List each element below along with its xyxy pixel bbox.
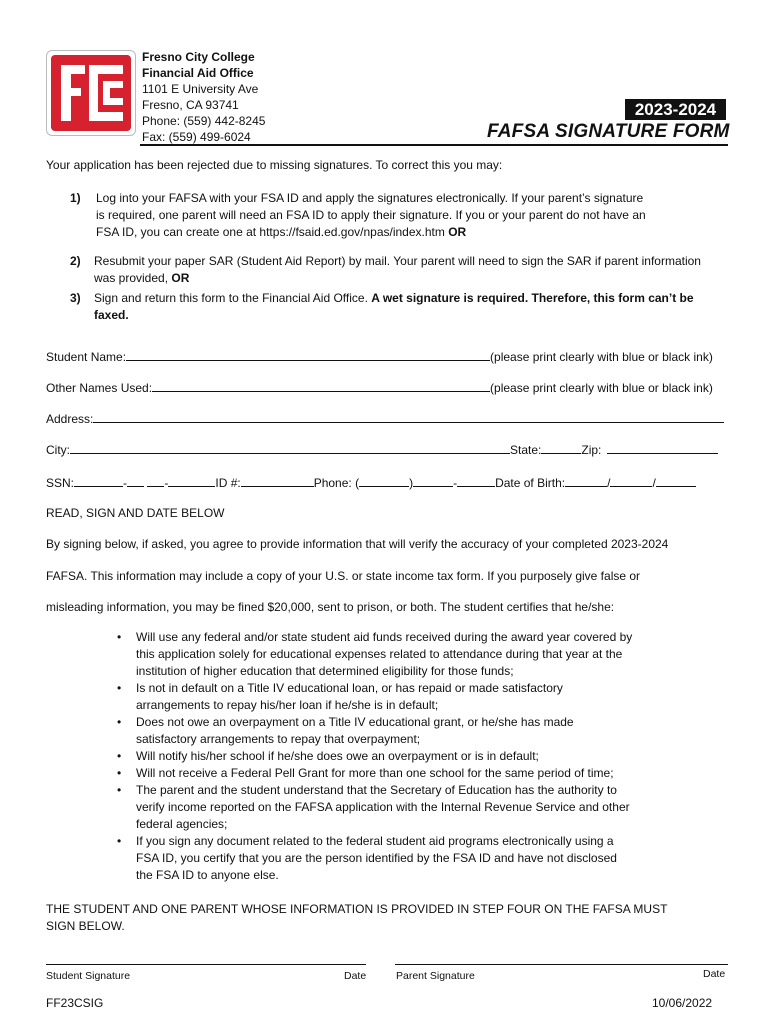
option-3-faxed: faxed.: [94, 308, 129, 322]
dob-day[interactable]: [610, 474, 652, 487]
ssn-part-4[interactable]: [168, 474, 215, 487]
step-four-line: THE STUDENT AND ONE PARENT WHOSE INFORMATION IS PROVIDED IN STEP FOUR ON THE FAFSA MUST: [46, 902, 668, 916]
college-name: Fresno City College: [142, 50, 255, 64]
option-3-number: 3): [70, 291, 81, 305]
bullet-line: FSA ID, you certify that you are the person identified by the FSA ID and have not disclosed: [136, 851, 617, 865]
list-item: [136, 680, 676, 714]
other-names-row: [46, 379, 713, 396]
office-name: Financial Aid Office: [142, 66, 254, 80]
intro-text: Your application has been rejected due to missing signatures. To correct this you may:: [46, 158, 503, 172]
id-input[interactable]: [241, 474, 314, 487]
student-name-row: [46, 348, 713, 365]
bullet-line: • Does not owe an overpayment on a Title IV educational grant, or he/she has made: [136, 715, 574, 729]
list-item: [136, 629, 676, 680]
bullet-line: • The parent and the student understand that the Secretary of Education has the authority to: [136, 783, 617, 797]
phone-prefix[interactable]: [413, 474, 453, 487]
bullet-line: this application solely for educational expenses related to attendance during that year at the: [136, 647, 623, 661]
option-1-line: [96, 224, 736, 241]
bullet-line: federal agencies;: [136, 817, 228, 831]
title-divider: [140, 144, 728, 146]
zip-label: Zip:: [581, 443, 602, 457]
bullet-line: verify income reported on the FAFSA application with the Internal Revenue Service and other: [136, 800, 630, 814]
certification-list: [136, 629, 676, 884]
bullet-line: • Is not in default on a Title IV educational loan, or has repaid or made satisfactory: [136, 681, 563, 695]
option-3-wet-signature: A wet signature is required. Therefore, this form can’t be: [371, 291, 694, 305]
bullet-line: • Will not receive a Federal Pell Grant for more than one school for the same period of time;: [136, 766, 614, 780]
form-title: FAFSA SIGNATURE FORM: [487, 121, 730, 142]
address-input[interactable]: [93, 410, 724, 423]
certify-line: misleading information, you may be fined $20,000, sent to prison, or both. The student certifies that he/she:: [46, 600, 615, 614]
office-phone: Phone: (559) 442-8245: [142, 114, 266, 128]
city-input[interactable]: [70, 441, 510, 454]
bullet-line: the FSA ID to anyone else.: [136, 868, 279, 882]
list-item: [136, 748, 676, 765]
phone-line[interactable]: [457, 474, 495, 487]
id-label: ID #:: [215, 476, 241, 490]
option-1-line: is required, one parent will need an FSA ID to apply their signature. If you or your parent do not have an: [96, 208, 646, 222]
ssn-label: SSN:: [46, 476, 75, 490]
bullet-line: • Will use any federal and/or state student aid funds received during the award year covered by: [136, 630, 633, 644]
phone-label: Phone: (: [313, 476, 360, 490]
parent-date-label: Date: [703, 968, 726, 980]
option-1-or: OR: [448, 225, 467, 239]
identity-row: SSN: - - ID #: Phone: ( ) - Date of Birth: / /: [46, 474, 696, 491]
step-four-line: SIGN BELOW.: [46, 919, 125, 933]
dob-label: Date of Birth:: [495, 476, 566, 490]
city-row: [46, 441, 718, 458]
address-row: [46, 410, 724, 427]
option-3-line: [94, 290, 739, 307]
office-contact-block: [142, 49, 265, 145]
option-2-text: [94, 253, 739, 287]
ssn-part-2[interactable]: [127, 474, 144, 487]
option-3-text: [94, 290, 739, 324]
bullet-line: • If you sign any document related to the federal student aid programs electronically using a: [136, 834, 614, 848]
certify-line: FAFSA. This information may include a copy of your U.S. or state income tax form. If you purposely give false or: [46, 569, 641, 583]
option-2-line: Resubmit your paper SAR (Student Aid Report) by mail. Your parent will need to sign the SAR if parent information: [94, 254, 701, 268]
option-1-text: [96, 190, 736, 241]
revision-date: 10/06/2022: [652, 996, 713, 1010]
option-2-number: 2): [70, 254, 81, 268]
award-year-badge: 2023-2024: [625, 99, 726, 120]
other-names-note: (please print clearly with blue or black ink): [490, 381, 713, 395]
form-code: FF23CSIG: [46, 996, 104, 1010]
option-1-line: Log into your FAFSA with your FSA ID and apply the signatures electronically. If your parent’s signature: [96, 191, 644, 205]
office-address: 1101 E University Ave: [142, 82, 259, 96]
fcc-logo-icon: [51, 55, 131, 131]
student-name-label: Student Name:: [46, 350, 127, 364]
bullet-line: satisfactory arrangements to repay that overpayment;: [136, 732, 421, 746]
state-label: State:: [510, 443, 542, 457]
bullet-line: • Will notify his/her school if he/she does owe an overpayment or is in default;: [136, 749, 539, 763]
option-3-line: [94, 307, 739, 324]
option-2-or: OR: [171, 271, 190, 285]
ssn-part-3[interactable]: [147, 474, 164, 487]
list-item: [136, 833, 676, 884]
step-four-instruction: [46, 901, 746, 935]
other-names-input[interactable]: [152, 379, 490, 392]
office-city: Fresno, CA 93741: [142, 98, 239, 112]
ssn-part-1[interactable]: [74, 474, 123, 487]
list-item: [136, 714, 676, 748]
list-item: [136, 765, 676, 782]
student-date-label: Date: [344, 970, 367, 982]
dob-year[interactable]: [656, 474, 696, 487]
bullet-line: institution of higher education that determined eligibility for those funds;: [136, 664, 514, 678]
option-1-line-text: FSA ID, you can create one at https://fsaid.ed.gov/npas/index.htm: [96, 225, 445, 239]
bullet-line: arrangements to repay his/her loan if he/she is in default;: [136, 698, 439, 712]
student-name-input[interactable]: [126, 348, 490, 361]
student-name-note: (please print clearly with blue or black ink): [490, 350, 713, 364]
parent-signature-line[interactable]: [395, 964, 728, 965]
list-item: [136, 782, 676, 833]
student-signature-line[interactable]: [46, 964, 366, 965]
student-signature-label: Student Signature: [46, 970, 131, 982]
option-1-number: 1): [70, 191, 81, 205]
certify-line: By signing below, if asked, you agree to provide information that will verify the accuracy of your completed 2023-2024: [46, 537, 669, 551]
college-logo: [46, 50, 136, 136]
other-names-label: Other Names Used:: [46, 381, 153, 395]
zip-input[interactable]: [607, 441, 718, 454]
address-label: Address:: [46, 412, 94, 426]
city-label: City:: [46, 443, 70, 457]
read-sign-heading: READ, SIGN AND DATE BELOW: [46, 506, 225, 520]
option-3-line-text: Sign and return this form to the Financial Aid Office.: [94, 291, 368, 305]
dob-month[interactable]: [565, 474, 607, 487]
phone-area-code[interactable]: [359, 474, 409, 487]
office-fax: Fax: (559) 499-6024: [142, 130, 251, 144]
state-input[interactable]: [541, 441, 581, 454]
parent-signature-label: Parent Signature: [396, 970, 475, 982]
option-2-line-text: was provided,: [94, 271, 169, 285]
option-2-line: [94, 270, 739, 287]
